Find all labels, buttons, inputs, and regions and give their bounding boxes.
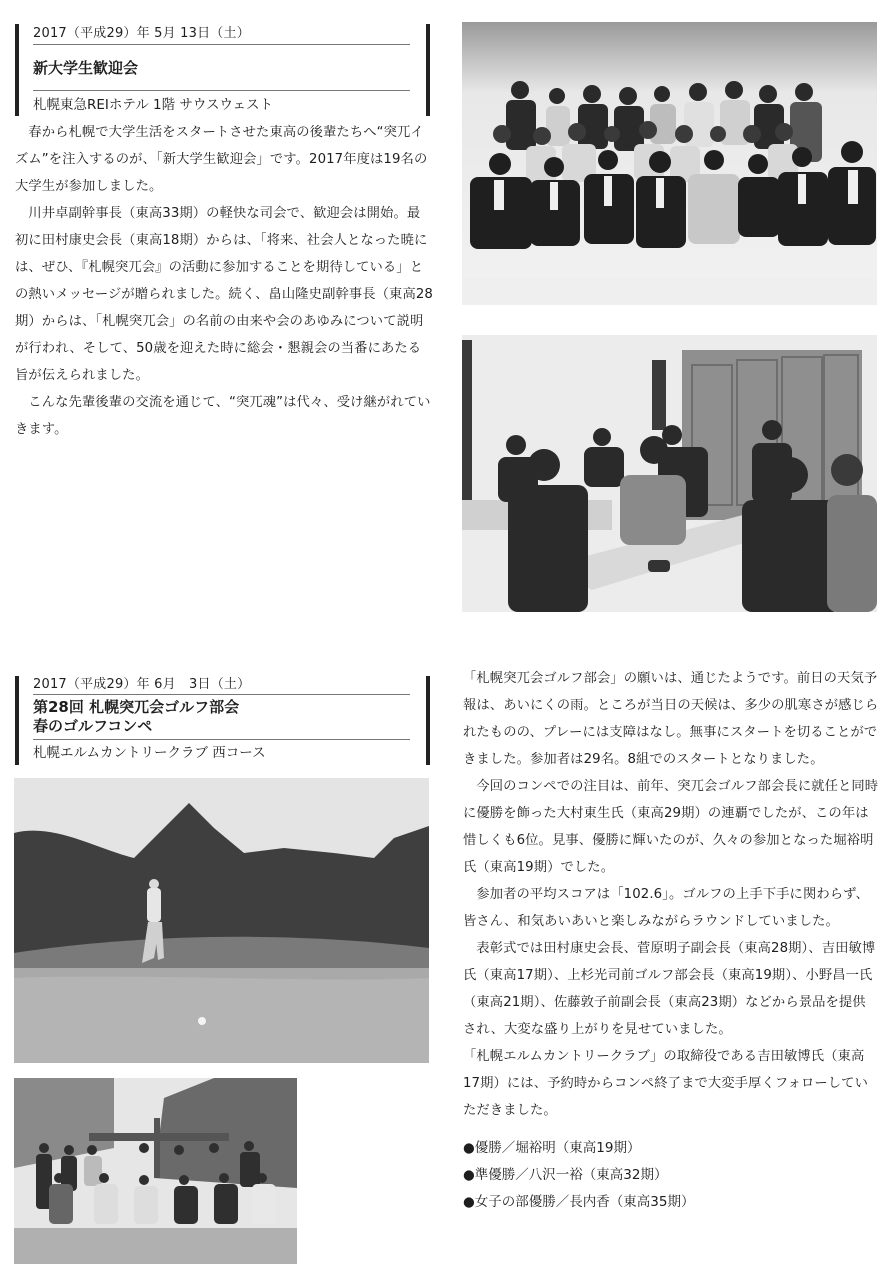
golf-tee-shot-photo (14, 778, 429, 1063)
article2-paragraph: 「札幌突兀会ゴルフ部会」の願いは、通じたようです。前日の天気予報は、あいにくの雨。ところが当日の天候は、多少の肌寒さが感じられたものの、プレーには支障はなし。無事にスタートを切ることができました。参加者は29名。8組でのスタートとなりました。 (463, 671, 879, 767)
dinner-table-photo (462, 335, 877, 612)
article2-paragraph: 「札幌エルムカントリークラブ」の取締役である吉田敏博氏（東高17期）には、予約時からコンペ終了まで大変手厚くフォローしていただきました。 (463, 1049, 868, 1118)
header-left-bar (15, 676, 19, 765)
article2-paragraph: 表彰式では田村康史会長、菅原明子副会長（東高28期）、吉田敏博氏（東高17期）、上杉光司前ゴルフ部会長（東高19期）、小野昌一氏（東高21期）、佐藤敦子前副会長（東高23期）などから景品を提供され、大変な盛り上がりを見せていました。 (463, 941, 876, 1037)
article2-body (463, 665, 879, 1124)
article1-paragraph: 春から札幌で大学生活をスタートさせた東高の後輩たちへ“突兀イズム”を注入するのが、「新大学生歓迎会」です。2017年度は19名の大学生が参加しました。 (15, 125, 428, 194)
result-runner-up: ●準優勝／八沢一裕（東高32期） (463, 1167, 668, 1183)
golf-group-photo (14, 1078, 297, 1264)
article2-venue: 札幌エルムカントリークラブ 西コース (33, 745, 266, 761)
article2-title-line2: 春のゴルフコンペ (33, 717, 153, 735)
article2-title-line1: 第28回 札幌突兀会ゴルフ部会 (33, 698, 240, 716)
result-womens-winner: ●女子の部優勝／長内香（東高35期） (463, 1194, 695, 1210)
header-right-bar (426, 676, 430, 765)
article1-date: 2017（平成29）年 5月 13日（土） (33, 26, 250, 41)
article1-paragraph: 川井卓副幹事長（東高33期）の軽快な司会で、歓迎会は開始。最初に田村康史会長（東高18期）からは、「将来、社会人となった暁には、ぜひ、『札幌突兀会』の活動に参加することを期待している」との熱いメッセージが贈られました。続く、畠山隆史副幹事長（東高28期）からは、「札幌突兀会」の名前の由来や会のあゆみについて説明が行われ、そして、50歳を迎えた時に総会・懇親会の当番にあたる旨が伝えられました。 (15, 206, 433, 383)
header-left-bar (15, 24, 19, 116)
article2-date: 2017（平成29）年 6月 3日（土） (33, 677, 251, 692)
results-list (463, 1135, 694, 1216)
article2-paragraph: 参加者の平均スコアは「102.6」。ゴルフの上手下手に関わらず、皆さん、和気あいあいと楽しみながらラウンドしていました。 (463, 887, 869, 929)
article1-header (15, 24, 430, 116)
article2-header (15, 676, 430, 765)
article1-body (15, 119, 433, 443)
article2-paragraph: 今回のコンペでの注目は、前年、突兀会ゴルフ部会長に就任と同時に優勝を飾った大村東生氏（東高29期）の連覇でしたが、この年は惜しくも6位。見事、優勝に輝いたのが、久々の参加となった堀裕明氏（東高19期）でした。 (463, 779, 879, 875)
group-photo-welcome-party (462, 22, 877, 305)
article1-venue: 札幌東急REIホテル 1階 サウスウェスト (33, 97, 273, 113)
result-winner: ●優勝／堀裕明（東高19期） (463, 1140, 641, 1156)
header-right-bar (426, 24, 430, 116)
article1-title: 新大学生歓迎会 (33, 59, 139, 77)
article1-paragraph: こんな先輩後輩の交流を通じて、“突兀魂”は代々、受け継がれていきます。 (15, 395, 431, 437)
